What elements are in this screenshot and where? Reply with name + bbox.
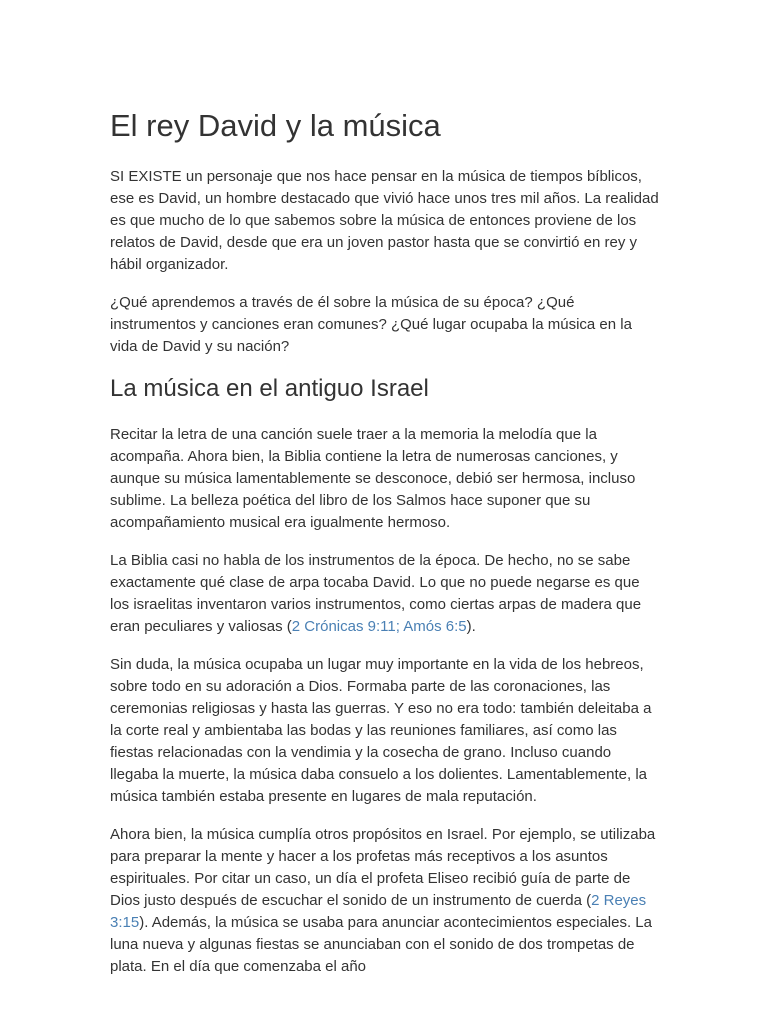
article-title: El rey David y la música (110, 108, 441, 143)
paragraph-questions: ¿Qué aprendemos a través de él sobre la música de su época? ¿Qué instrumentos y canciones eran comunes? ¿Qué lugar ocupaba la música en la vida de David y su nación? (110, 294, 632, 355)
scripture-link-amos[interactable]: Amós 6:5 (399, 618, 467, 635)
paragraph-text: La Biblia casi no habla de los instrumentos de la época. De hecho, no se sabe exactamente qué clase de arpa tocaba David. Lo que no puede negarse es que los israelitas inventaron varios instrumentos, como ciertas arpas de madera que eran peculiares y valiosas ( (110, 552, 642, 635)
section-heading: La música en el antiguo Israel (110, 375, 429, 402)
paragraph-text: ). Además, la música se usaba para anunciar acontecimientos especiales. La luna nueva y algunas fiestas se anunciaban con el sonido de dos trompetas de plata. En el día que comenzaba el año (110, 914, 652, 975)
paragraph-text: Ahora bien, la música cumplía otros propósitos en Israel. Por ejemplo, se utilizaba para preparar la mente y hacer a los profetas más receptivos a los asuntos espirituales. Por citar un caso, un día el profeta Eliseo recibió guía de parte de Dios justo después de escuchar el sonido de un instrumento de cuerda ( (110, 826, 656, 909)
paragraph-text: ). (466, 618, 476, 635)
paragraph-intro: SI EXISTE un personaje que nos hace pensar en la música de tiempos bíblicos, ese es David, un hombre destacado que vivió hace unos tres mil años. La realidad es que mucho de lo que sabemos sobre la música de entonces proviene de los relatos de David, desde que era un joven pastor hasta que se convirtió en rey y hábil organizador. (110, 168, 659, 273)
paragraph-hebrew-life: Sin duda, la música ocupaba un lugar muy importante en la vida de los hebreos, sobre todo en su adoración a Dios. Formaba parte de las coronaciones, las ceremonias religiosas y hasta las guerras. Y eso no era todo: también deleitaba a la corte real y ambientaba las bodas y las reuniones familiares, así como las fiestas relacionadas con la vendimia y la cosecha de grano. Incluso cuando llegaba la muerte, la música daba consuelo a los dolientes. Lamentablemente, la música también estaba presente en lugares de mala reputación. (110, 656, 652, 805)
scripture-link-2-reyes[interactable]: 2 Reyes 3:15 (110, 892, 647, 931)
article (110, 106, 662, 994)
paragraph-songs: Recitar la letra de una canción suele traer a la memoria la melodía que la acompaña. Ahora bien, la Biblia contiene la letra de numerosas canciones, y aunque su música lamentablemente se desconoce, debió ser hermosa, incluso sublime. La belleza poética del libro de los Salmos hace suponer que su acompañamiento musical era igualmente hermoso. (110, 426, 636, 531)
paragraph-purposes (110, 824, 662, 978)
paragraph-instruments (110, 550, 662, 638)
scripture-link-2-cronicas[interactable]: 2 Crónicas 9:11 (291, 618, 396, 635)
scripture-link-separator[interactable]: ; (395, 618, 400, 635)
